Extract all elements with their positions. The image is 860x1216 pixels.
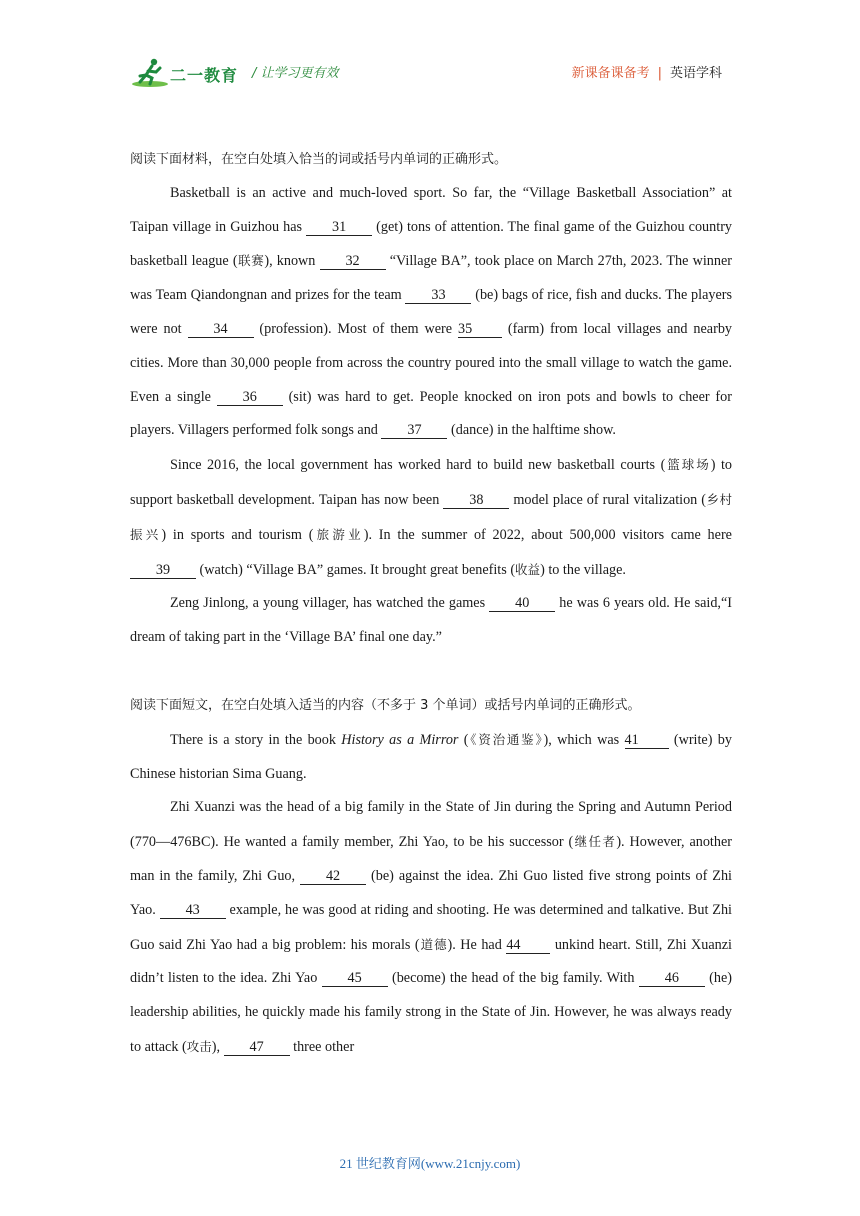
book-title: History as a Mirror: [341, 731, 459, 748]
logo: [130, 56, 242, 90]
course-label: 新课备课备考: [571, 66, 650, 81]
page-header: [130, 56, 730, 90]
chinese-gloss: 《资治通鉴》: [468, 731, 544, 747]
section2-instruction: 阅读下面短文，在空白处填入适当的内容（不多于 3 个单词）或括号内单词的正确形式。: [130, 697, 641, 713]
text-run: Zhi Xuanzi was the head of a big family in the State of Jin during the Spring and Autumn Period (770—476BC). He wanted a family member, Zhi Yao, to be his successor (: [130, 799, 732, 851]
blank-46: 46: [639, 970, 705, 987]
blank-47: 47: [224, 1039, 290, 1056]
blank-45: 45: [322, 970, 388, 987]
text-run: (watch) “Village BA” games. It brought great benefits (: [196, 561, 516, 578]
text-run: Basketball is an active and much-loved sport. So far, the “Village Basketball Association” at Taipan village in Guizhou has: [130, 184, 732, 235]
blank-38: 38: [443, 492, 509, 509]
text-run: (be) against the idea. Zhi Guo listed five strong points of Zhi Yao.: [130, 867, 732, 918]
text-run: ), known: [264, 253, 320, 270]
blank-44: 44: [506, 937, 550, 954]
text-run: ) to support basketball development. Taipan has now been: [130, 457, 732, 508]
text-run: he was 6 years old. He said,“I dream of taking part in the ‘Village BA’ final one day.”: [130, 595, 732, 646]
section1-paragraph-2: [130, 448, 732, 587]
blank-39: 39: [130, 562, 196, 579]
section2-paragraph-1: [130, 723, 732, 792]
blank-36: 36: [217, 389, 283, 406]
header-right: [572, 62, 722, 81]
text-run: ) to the village.: [540, 561, 626, 578]
text-run: (farm) from local villages and nearby cities. More than 30,000 people from across the country poured into the small village to watch the game. Even a single: [130, 320, 733, 405]
text-run: (profession). Most of them were: [253, 320, 458, 337]
text-run: Zeng Jinlong, a young villager, has watched the games: [170, 595, 490, 612]
blank-32: 32: [320, 253, 386, 270]
text-run: (: [458, 731, 469, 748]
text-run: ). He had: [447, 936, 507, 953]
text-run: (sit) was hard to get. People knocked on iron pots and bowls to cheer for players. Villagers performed folk songs and: [130, 388, 732, 439]
text-run: ) in sports and tourism (: [161, 526, 314, 543]
section1-paragraph-3: [130, 587, 732, 655]
subject-label: 英语学科: [669, 66, 722, 81]
chinese-gloss: 攻击: [186, 1038, 212, 1054]
text-run: (write) by Chinese historian Sima Guang.: [130, 731, 732, 782]
text-run: ),: [211, 1038, 224, 1055]
chinese-gloss: 联赛: [237, 253, 265, 269]
blank-42: 42: [300, 868, 366, 885]
blank-34: 34: [188, 321, 254, 338]
header-separator: |: [657, 66, 662, 81]
blank-40: 40: [489, 595, 555, 612]
text-run: three other: [289, 1038, 355, 1055]
text-run: (he) leadership abilities, he quickly made his family strong in the State of Jin. However, he was always ready to attack (: [130, 970, 732, 1055]
blank-33: 33: [405, 287, 471, 304]
chinese-gloss: 篮球场: [665, 457, 711, 473]
blank-37: 37: [381, 422, 447, 439]
text-run: unkind heart. Still, Zhi Xuanzi didn’t listen to the idea. Zhi Yao: [130, 936, 732, 987]
text-run: ). However, another man in the family, Zhi Guo,: [130, 834, 732, 884]
chinese-gloss: 道德: [419, 936, 448, 952]
chinese-gloss: 乡村振兴: [130, 491, 732, 542]
text-run: model place of rural vitalization (: [509, 491, 707, 508]
text-run: There is a story in the book: [170, 731, 342, 748]
text-run: (dance) in the halftime show.: [447, 422, 616, 439]
text-run: (be) bags of rice, fish and ducks. The players were not: [130, 287, 732, 337]
section1-paragraph-1: [130, 177, 732, 448]
text-run: (become) the head of the big family. With: [387, 970, 639, 987]
chinese-gloss: 继任者: [573, 834, 617, 850]
text-run: (get) tons of attention. The final game of the Guizhou country basketball league (: [130, 218, 733, 270]
blank-31: 31: [306, 219, 372, 236]
text-run: Since 2016, the local government has worked hard to build new basketball courts (: [170, 457, 666, 474]
text-run: example, he was good at riding and shooting. He was determined and talkative. But Zhi Guo said Zhi Yao had a big problem: his morals (: [130, 901, 732, 953]
text-run: ). In the summer of 2022, about 500,000 visitors came here: [363, 526, 732, 543]
runner-logo-icon: [130, 56, 170, 90]
logo-text: 二一教育: [170, 66, 239, 85]
chinese-gloss: 收益: [515, 561, 541, 577]
page-footer: 21 世纪教育网(www.21cnjy.com): [339, 1156, 521, 1171]
slogan: / 让学习更有效: [252, 66, 339, 81]
blank-43: 43: [160, 902, 226, 919]
section2-paragraph-2: [130, 791, 732, 1064]
document-body: [130, 143, 732, 1065]
section1-instruction: 阅读下面材料，在空白处填入恰当的词或括号内单词的正确形式。: [130, 152, 508, 167]
blank-35: 35: [458, 321, 502, 338]
blank-41: 41: [625, 732, 669, 749]
chinese-gloss: 旅游业: [313, 526, 364, 542]
text-run: “Village BA”, took place on March 27th, 2023. The winner was Team Qiandongnan and prizes for the team: [130, 253, 732, 304]
text-run: ), which was: [543, 731, 625, 748]
